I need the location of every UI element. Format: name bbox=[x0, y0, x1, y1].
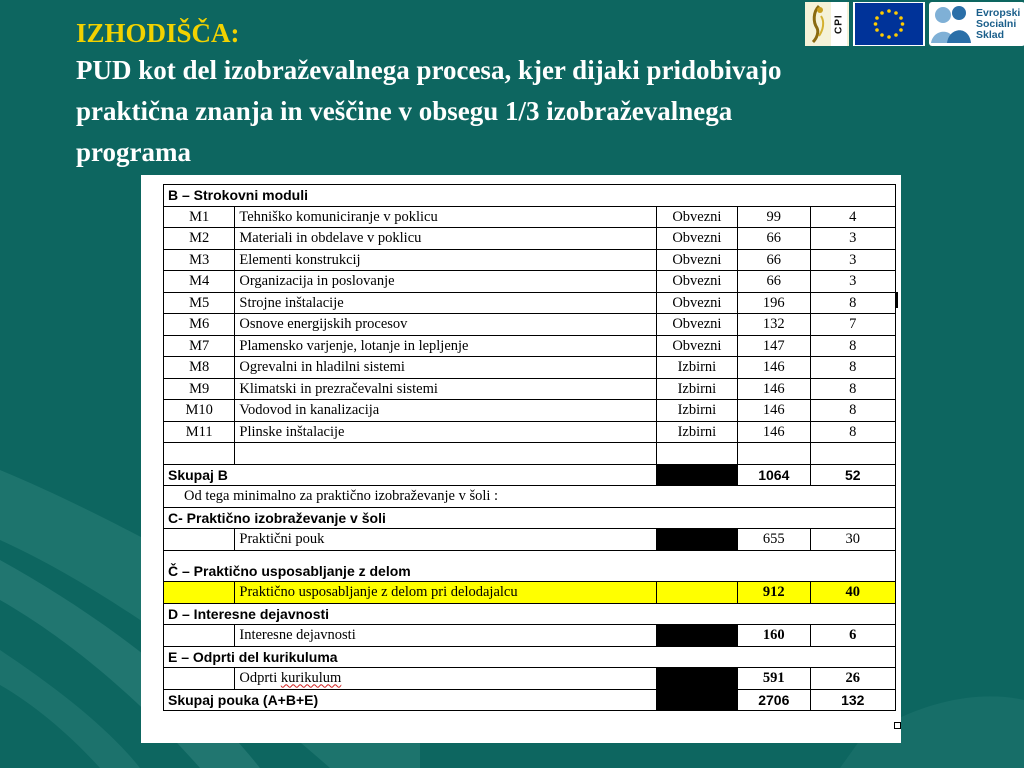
table-row: M1 Tehniško komuniciranje v poklicu Obvezni 99 4 bbox=[164, 206, 896, 228]
title-line-2: praktična znanja in veščine v obsegu 1/3 izobraževalnega bbox=[76, 96, 733, 126]
curriculum-table-image bbox=[141, 175, 901, 743]
table-row: Odprti kurikulum 591 26 bbox=[164, 668, 896, 690]
table-row: M5 Strojne inštalacije Obvezni 196 8 bbox=[164, 292, 896, 314]
section-b-heading: B – Strokovni moduli bbox=[164, 185, 896, 207]
table-row: Interesne dejavnosti 160 6 bbox=[164, 625, 896, 647]
table-row: M7 Plamensko varjenje, lotanje in lepljenje Obvezni 147 8 bbox=[164, 335, 896, 357]
title-line-3: programa bbox=[76, 137, 191, 167]
table-row: Praktični pouk 655 30 bbox=[164, 529, 896, 551]
cpi-logo bbox=[805, 2, 849, 46]
section-c-heading: C- Praktično izobraževanje v šoli bbox=[164, 507, 896, 529]
eu-flag-logo bbox=[853, 2, 925, 46]
section-cc-heading: Č – Praktično usposabljanje z delom bbox=[164, 561, 896, 582]
note-row: Od tega minimalno za praktično izobraževanje v šoli : bbox=[164, 486, 896, 508]
esf-logo bbox=[929, 2, 1024, 46]
curriculum-table bbox=[163, 184, 896, 711]
total-b-row: Skupaj B 1064 52 bbox=[164, 464, 896, 486]
eu-flag-icon bbox=[855, 3, 923, 45]
esf-people-icon bbox=[929, 3, 973, 45]
table-row-highlighted: Praktično usposabljanje z delom pri delodajalcu 912 40 bbox=[164, 582, 896, 604]
section-d-heading: D – Interesne dejavnosti bbox=[164, 603, 896, 625]
cpi-figure-icon bbox=[805, 2, 831, 46]
table-row: M2 Materiali in obdelave v poklicu Obvezni 66 3 bbox=[164, 228, 896, 250]
table-corner-mark bbox=[894, 722, 901, 729]
table-row: M8 Ogrevalni in hladilni sistemi Izbirni 146 8 bbox=[164, 357, 896, 379]
section-e-heading: E – Odprti del kurikuluma bbox=[164, 646, 896, 668]
table-row: M6 Osnove energijskih procesov Obvezni 132 7 bbox=[164, 314, 896, 336]
table-row: M11 Plinske inštalacije Izbirni 146 8 bbox=[164, 421, 896, 443]
table-row: M3 Elementi konstrukcij Obvezni 66 3 bbox=[164, 249, 896, 271]
table-row-empty bbox=[164, 443, 896, 465]
total-all-row: Skupaj pouka (A+B+E) 2706 132 bbox=[164, 689, 896, 711]
esf-logo-text: Evropski Socialni Sklad bbox=[976, 6, 1021, 41]
logo-strip bbox=[805, 2, 1024, 46]
table-row: M4 Organizacija in poslovanje Obvezni 66 3 bbox=[164, 271, 896, 293]
table-edge-mark bbox=[895, 292, 898, 308]
table-row: M10 Vodovod in kanalizacija Izbirni 146 8 bbox=[164, 400, 896, 422]
title-line-1: PUD kot del izobraževalnega procesa, kjer dijaki pridobivajo bbox=[76, 55, 782, 85]
cpi-logo-text: CPI bbox=[831, 2, 847, 46]
title-label: IZHODIŠČA: bbox=[76, 18, 240, 48]
table-row: M9 Klimatski in prezračevalni sistemi Izbirni 146 8 bbox=[164, 378, 896, 400]
